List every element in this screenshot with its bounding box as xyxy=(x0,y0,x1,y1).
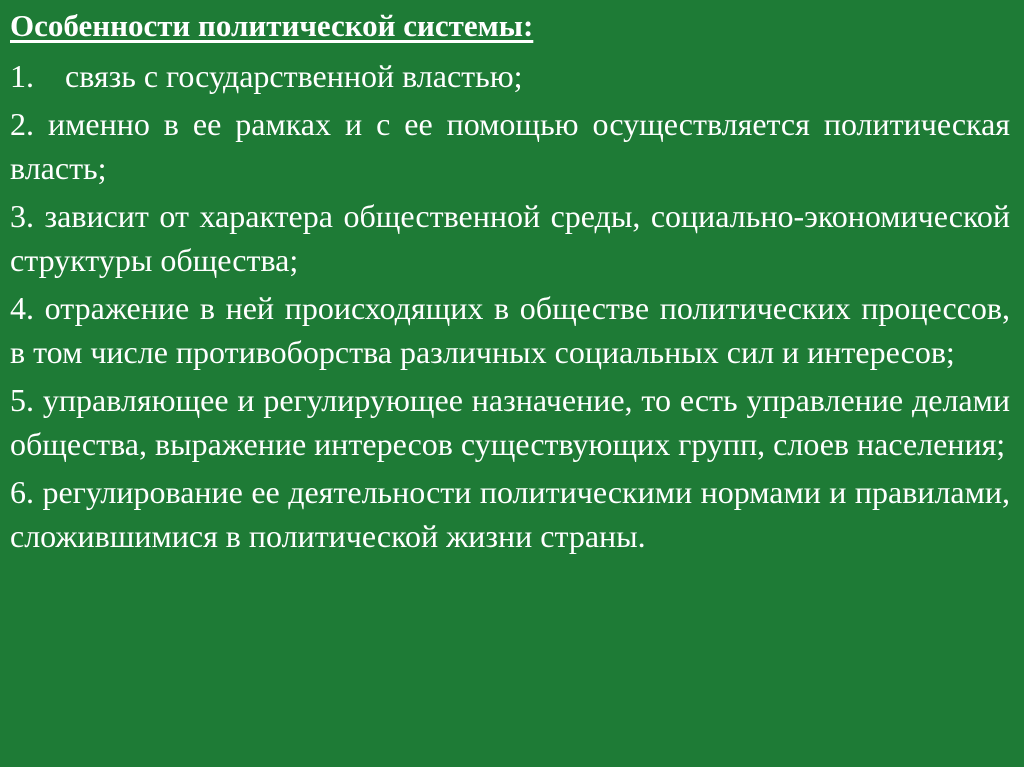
list-item-number: 1. xyxy=(10,58,34,94)
list-item xyxy=(10,470,1010,558)
list-item-text: отражение в ней происходящих в обществе политических процессов, в том числе противоборства различных социальных сил и интересов; xyxy=(10,290,1011,370)
list-item-number: 4. xyxy=(10,290,34,326)
list-item xyxy=(10,378,1010,466)
list-item-text: зависит от характера общественной среды, социально-экономической структуры общества; xyxy=(10,198,1010,278)
list-item-number: 5. xyxy=(10,382,34,418)
list-item-number: 6. xyxy=(10,474,34,510)
list-item xyxy=(10,194,1010,282)
list-item-text: регулирование ее деятельности политическими нормами и правилами, сложившимися в политической жизни страны. xyxy=(10,474,1011,554)
list-item-text-block xyxy=(10,286,1010,374)
features-list xyxy=(10,54,1010,558)
list-item-text: управляющее и регулирующее назначение, то есть управление делами общества, выражение интересов существующих групп, слоев населения; xyxy=(10,382,1011,462)
list-item-text-block xyxy=(10,102,1010,190)
list-item-number: 2. xyxy=(10,106,34,142)
list-item-number: 3. xyxy=(10,198,34,234)
list-item-text-block xyxy=(10,194,1010,282)
list-item-text: именно в ее рамках и с ее помощью осуществляется политическая власть; xyxy=(10,106,1011,186)
slide-title: Особенности политической системы: xyxy=(10,8,534,43)
list-item xyxy=(10,286,1010,374)
list-item-text: связь с государственной властью; xyxy=(65,58,523,94)
list-item-text-block xyxy=(10,378,1010,466)
list-item-text-block xyxy=(10,470,1010,558)
list-item xyxy=(10,102,1010,190)
list-item xyxy=(10,54,1010,98)
